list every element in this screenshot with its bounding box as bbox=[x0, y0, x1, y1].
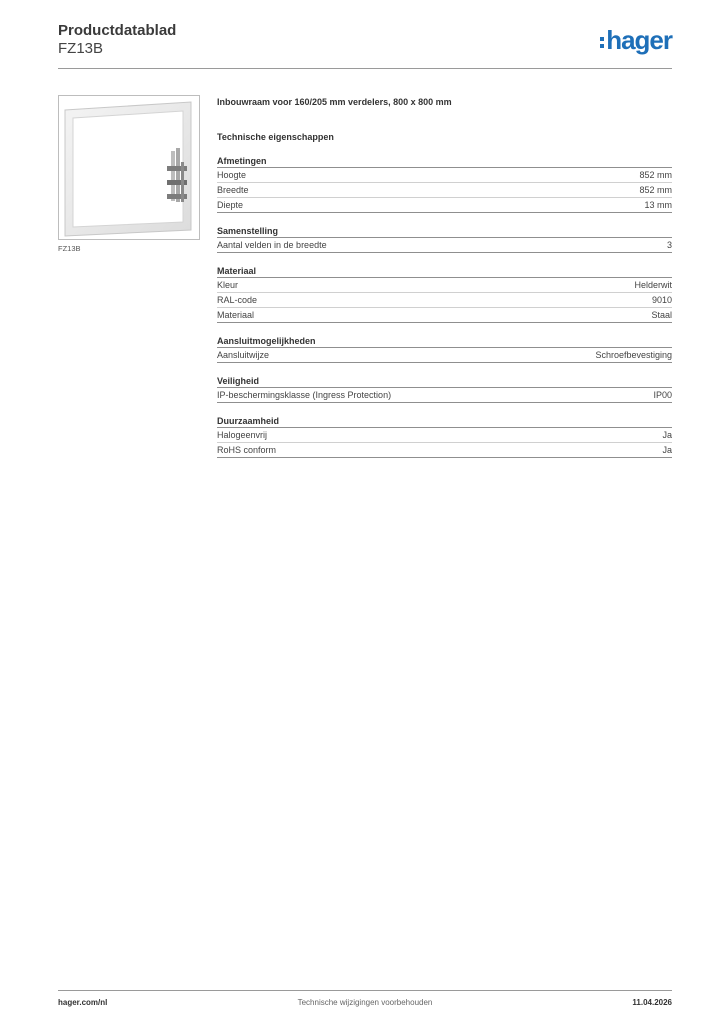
spec-label: Diepte bbox=[217, 200, 244, 210]
section-title: Materiaal bbox=[217, 265, 672, 278]
page-footer bbox=[58, 998, 672, 1012]
spec-row bbox=[217, 183, 672, 198]
spec-label: Breedte bbox=[217, 185, 249, 195]
footer-disclaimer: Technische wijzigingen voorbehouden bbox=[297, 998, 433, 1007]
section-title: Duurzaamheid bbox=[217, 415, 672, 428]
spec-label: Kleur bbox=[217, 280, 239, 290]
image-caption: FZ13B bbox=[58, 244, 81, 253]
header-divider bbox=[58, 68, 672, 69]
spec-label: IP-beschermingsklasse (Ingress Protection) bbox=[217, 390, 392, 400]
spec-value: Staal bbox=[651, 310, 672, 320]
logo-dots-icon bbox=[600, 37, 604, 48]
spec-value: 9010 bbox=[651, 295, 672, 305]
spec-value: Helderwit bbox=[634, 280, 672, 290]
spec-value: IP00 bbox=[653, 390, 672, 400]
spec-label: RAL-code bbox=[217, 295, 258, 305]
spec-label: Aansluitwijze bbox=[217, 350, 270, 360]
section-title: Afmetingen bbox=[217, 155, 672, 168]
spec-value: Ja bbox=[662, 430, 672, 440]
section-title: Samenstelling bbox=[217, 225, 672, 238]
spec-label: Aantal velden in de breedte bbox=[217, 240, 327, 250]
spec-section-materiaal bbox=[217, 265, 672, 323]
website-link[interactable]: hager.com/nl bbox=[58, 998, 108, 1007]
spec-row bbox=[217, 238, 672, 253]
spec-value: 852 mm bbox=[639, 170, 672, 180]
hager-logo bbox=[600, 26, 672, 54]
spec-label: RoHS conform bbox=[217, 445, 277, 455]
spec-row bbox=[217, 428, 672, 443]
spec-row bbox=[217, 443, 672, 458]
spec-value: 13 mm bbox=[644, 200, 672, 210]
spec-value: Ja bbox=[662, 445, 672, 455]
footer-divider bbox=[58, 990, 672, 991]
spec-label: Materiaal bbox=[217, 310, 255, 320]
spec-row bbox=[217, 278, 672, 293]
spec-value: 3 bbox=[666, 240, 672, 250]
spec-label: Hoogte bbox=[217, 170, 247, 180]
product-image bbox=[58, 95, 200, 240]
spec-row bbox=[217, 293, 672, 308]
product-code: FZ13B bbox=[58, 40, 104, 57]
spec-section-aansluitmogelijkheden bbox=[217, 335, 672, 363]
document-title: Productdatablad bbox=[58, 22, 177, 39]
technical-properties-heading: Technische eigenschappen bbox=[217, 132, 334, 142]
section-title: Aansluitmogelijkheden bbox=[217, 335, 672, 348]
spec-section-duurzaamheid bbox=[217, 415, 672, 458]
document-date: 11.04.2026 bbox=[632, 998, 672, 1007]
section-title: Veiligheid bbox=[217, 375, 672, 388]
spec-content bbox=[217, 95, 672, 458]
product-description: Inbouwraam voor 160/205 mm verdelers, 800 x 800 mm bbox=[217, 97, 452, 107]
spec-row bbox=[217, 348, 672, 363]
spec-section-samenstelling bbox=[217, 225, 672, 253]
logo-text: hager bbox=[606, 25, 672, 55]
spec-value: 852 mm bbox=[639, 185, 672, 195]
spec-section-afmetingen bbox=[217, 155, 672, 213]
spec-row bbox=[217, 308, 672, 323]
spec-value: Schroefbevestiging bbox=[595, 350, 672, 360]
spec-label: Halogeenvrij bbox=[217, 430, 268, 440]
spec-row bbox=[217, 198, 672, 213]
spec-row bbox=[217, 168, 672, 183]
spec-row bbox=[217, 388, 672, 403]
frame-illustration-icon bbox=[59, 96, 199, 239]
page-header bbox=[58, 20, 672, 68]
spec-section-veiligheid bbox=[217, 375, 672, 403]
